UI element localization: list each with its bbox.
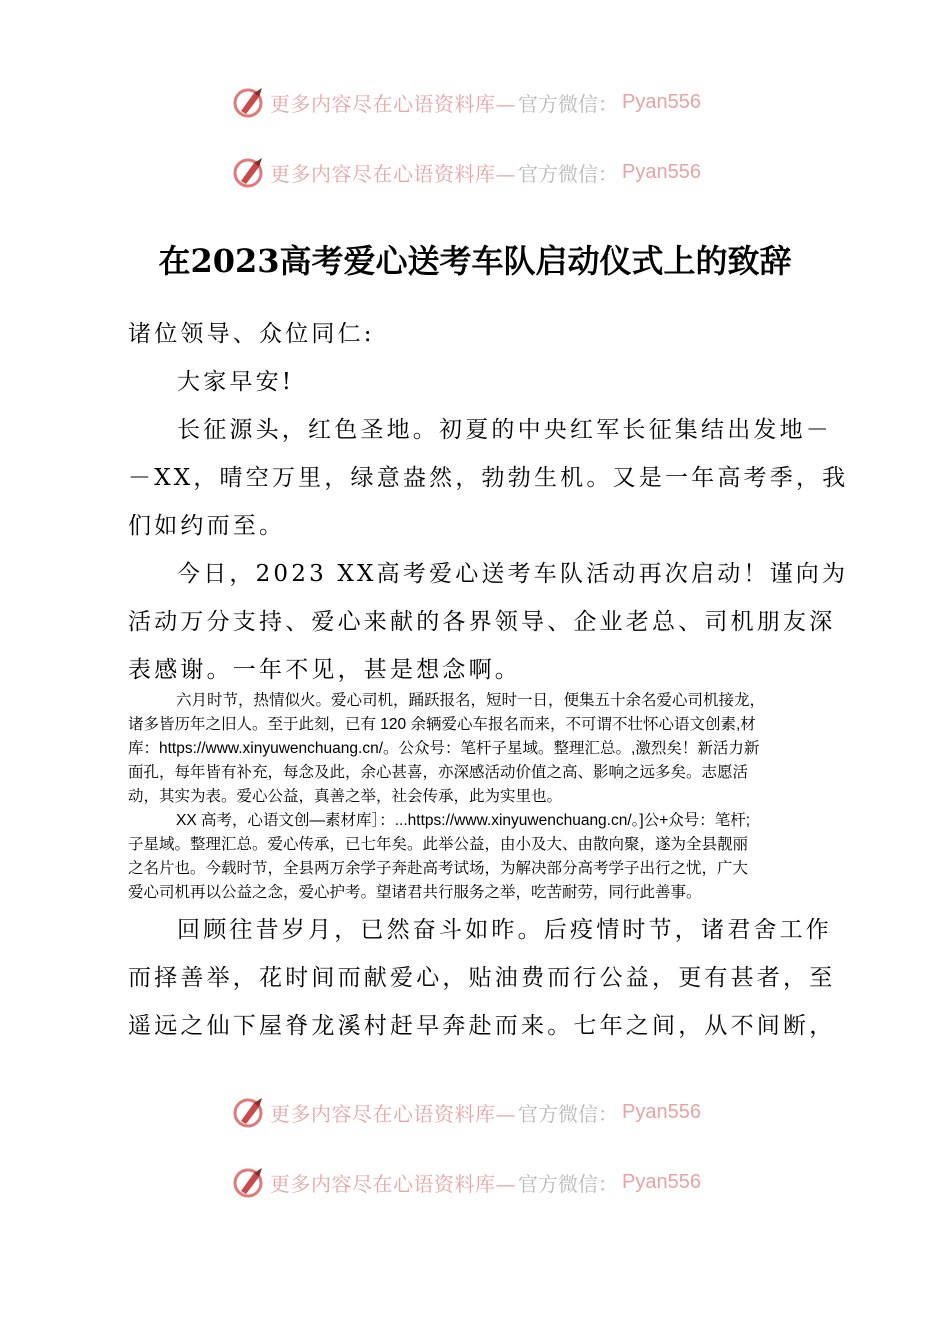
- paragraph-3-line: 面孔，每年皆有补充，每念及此，余心甚喜，亦深感活动价值之高、影响之远多矣。志愿活: [128, 764, 749, 781]
- watermark-text: 更多内容尽在心语资料库—: [270, 1101, 516, 1126]
- salutation-paragraph: [128, 310, 836, 358]
- watermark-text: 更多内容尽在心语资料库—: [270, 161, 516, 186]
- body-section-3: [128, 906, 836, 1050]
- paragraph-3-line: 动，其实为表。爱心公益，真善之举，社会传承，此为实里也。: [128, 788, 563, 805]
- greeting-paragraph: [128, 358, 836, 406]
- paragraph-1-line: 们如约而至。: [128, 513, 286, 539]
- paragraph-4: [128, 809, 836, 905]
- watermark-banner-bottom-1: [232, 1094, 732, 1130]
- paragraph-4-line: 子星域。整理汇总。爱心传承，已七年矣。此举公益，由小及大、由散向聚，遂为全县靓丽: [128, 836, 749, 853]
- watermark-wechat-label: 官方微信：: [518, 1171, 618, 1196]
- watermark-banner-bottom-2: [232, 1164, 732, 1200]
- paragraph-3-line: 库：https://www.xinyuwenchuang.cn/。公众号：笔杆子星域。整理汇总。,激烈矣！新活力新: [128, 740, 760, 757]
- pen-nib-logo-icon: [232, 1095, 266, 1129]
- paragraph-2-line: 今日，2023 XX高考爱心送考车队活动再次启动！谨向为: [177, 561, 849, 587]
- watermark-handle: Pyan556: [622, 1170, 701, 1193]
- paragraph-4-line: 之名片也。今载时节，全县两万余学子奔赴高考试场，为解决部分高考学子出行之忧，广大: [128, 860, 749, 877]
- watermark-handle: Pyan556: [622, 160, 701, 183]
- watermark-wechat-label: 官方微信：: [518, 161, 618, 186]
- paragraph-2: [128, 550, 849, 694]
- paragraph-5-line: 遥远之仙下屋脊龙溪村赶早奔赴而来。七年之间，从不间断，: [128, 1013, 836, 1039]
- paragraph-3-line: 诸多皆历年之旧人。至于此刻，已有 120 余辆爱心车报名而来，不可谓不壮怀心语文创素,材: [128, 716, 756, 733]
- body-section-2: [128, 689, 836, 905]
- pen-nib-logo-icon: [232, 155, 266, 189]
- paragraph-2-line: 活动万分支持、爱心来献的各界领导、企业老总、司机朋友深: [128, 609, 836, 635]
- greeting-line: 大家早安!: [177, 369, 295, 395]
- paragraph-1: [128, 406, 849, 550]
- paragraph-3-line: 六月时节，热情似火。爱心司机，踊跃报名，短时一日，便集五十余名爱心司机接龙，: [176, 692, 766, 709]
- paragraph-5: [128, 906, 836, 1050]
- paragraph-1-line: 长征源头，红色圣地。初夏的中央红军长征集结出发地－: [177, 417, 832, 443]
- watermark-banner-top-2: [232, 154, 732, 190]
- watermark-wechat-label: 官方微信：: [518, 1101, 618, 1126]
- pen-nib-logo-icon: [232, 85, 266, 119]
- watermark-text: 更多内容尽在心语资料库—: [270, 1171, 516, 1196]
- watermark-text: 更多内容尽在心语资料库—: [270, 91, 516, 116]
- paragraph-1-line: －XX，晴空万里，绿意盎然，勃勃生机。又是一年高考季，我: [128, 465, 849, 491]
- salutation-line: 诸位领导、众位同仁:: [128, 321, 375, 347]
- paragraph-5-line: 回顾往昔岁月，已然奋斗如昨。后疫情时节，诸君舍工作: [177, 917, 832, 943]
- paragraph-5-line: 而择善举，花时间而献爱心，贴油费而行公益，更有甚者，至: [128, 965, 836, 991]
- watermark-handle: Pyan556: [622, 1100, 701, 1123]
- watermark-wechat-label: 官方微信：: [518, 91, 618, 116]
- paragraph-2-line: 表感谢。一年不见，甚是想念啊。: [128, 657, 521, 683]
- body-section-1: [128, 310, 849, 694]
- paragraph-4-line: XX 高考，心语文创—素材库］：...https://www.xinyuwenchuang.cn/。]公+众号：笔杆;: [176, 812, 751, 829]
- document-title: 在2023高考爱心送考车队启动仪式上的致辞: [158, 242, 792, 280]
- watermark-banner-top-1: [232, 84, 732, 120]
- paragraph-4-line: 爱心司机再以公益之念，爱心护考。望诸君共行服务之举，吃苦耐劳，同行此善事。: [128, 884, 702, 901]
- paragraph-3: [128, 689, 836, 809]
- watermark-handle: Pyan556: [622, 90, 701, 113]
- pen-nib-logo-icon: [232, 1165, 266, 1199]
